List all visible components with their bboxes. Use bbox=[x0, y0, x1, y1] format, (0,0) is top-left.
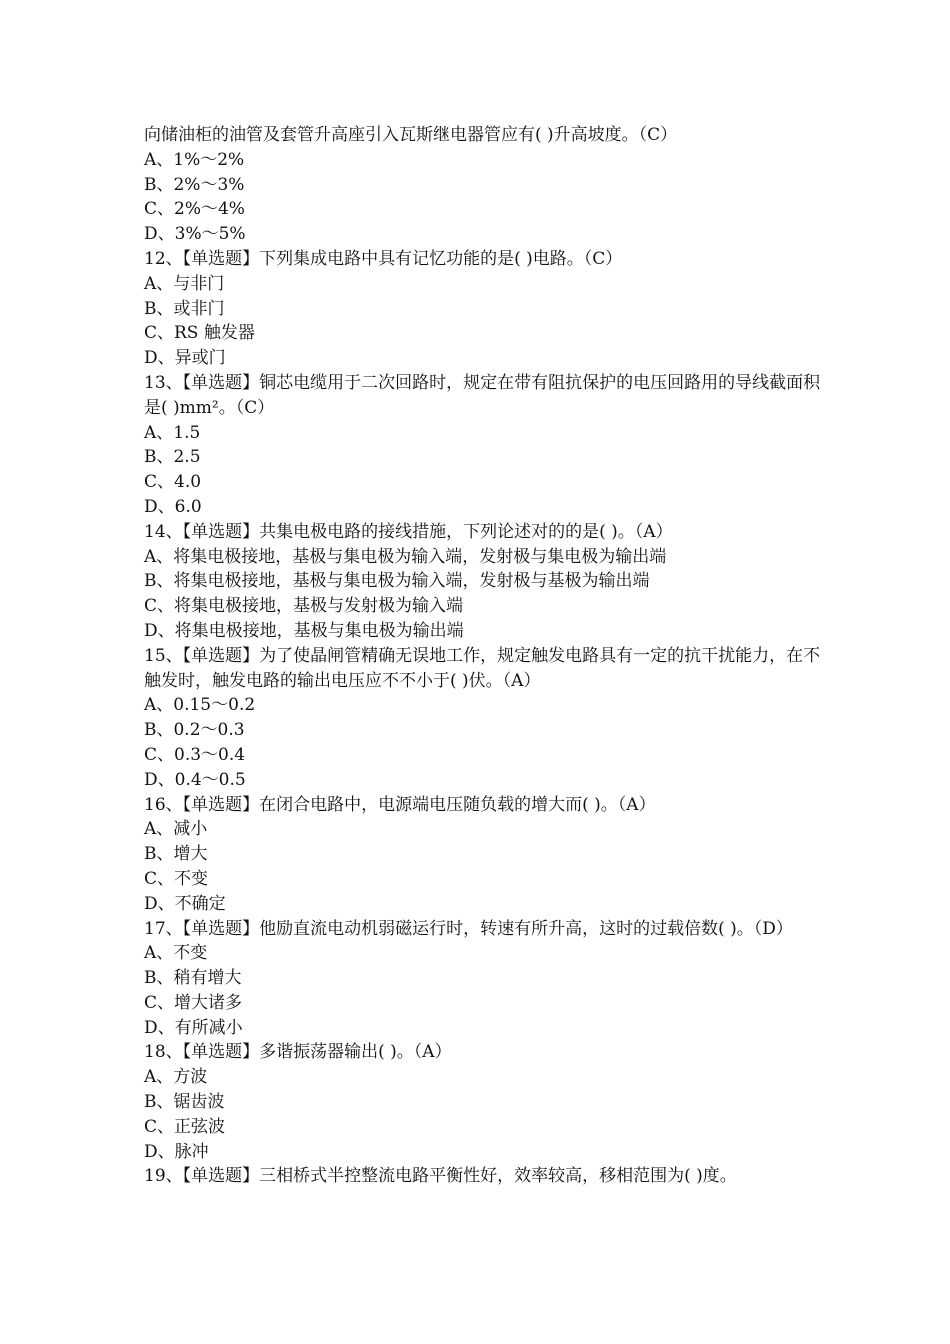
option-text: D、有所减小 bbox=[144, 1017, 243, 1038]
option-text: C、增大诸多 bbox=[144, 992, 243, 1013]
option-text: C、不变 bbox=[144, 868, 209, 889]
question-text: 16、【单选题】在闭合电路中，电源端电压随负载的增大而( )。（A） bbox=[144, 794, 656, 815]
option-text: D、3%～5% bbox=[144, 224, 246, 245]
question-text: 15、【单选题】为了使晶闸管精确无误地工作，规定触发电路具有一定的抗干扰能力，在不触发时，触发电路的输出电压应不不小于( )伏。（A） bbox=[144, 645, 821, 691]
question-text: 18、【单选题】多谐振荡器输出( )。（A） bbox=[144, 1042, 452, 1063]
option-text: A、1%～2% bbox=[144, 149, 245, 170]
option-text: C、正弦波 bbox=[144, 1116, 226, 1137]
option-text: B、锯齿波 bbox=[144, 1092, 225, 1113]
option-text: C、4.0 bbox=[144, 472, 202, 493]
option-text: D、不确定 bbox=[144, 893, 226, 914]
question-list bbox=[144, 123, 834, 1189]
question-text: 17、【单选题】他励直流电动机弱磁运行时，转速有所升高，这时的过载倍数( )。（D） bbox=[144, 918, 793, 939]
option-text: C、RS 触发器 bbox=[144, 323, 255, 344]
option-text: B、将集电极接地，基极与集电极为输入端，发射极与基极为输出端 bbox=[144, 571, 650, 592]
option-text: B、或非门 bbox=[144, 298, 225, 319]
option-text: A、0.15～0.2 bbox=[144, 695, 256, 716]
option-text: B、增大 bbox=[144, 844, 208, 865]
option-text: D、脉冲 bbox=[144, 1141, 209, 1162]
option-text: A、1.5 bbox=[144, 422, 201, 443]
option-text: C、将集电极接地，基极与发射极为输入端 bbox=[144, 596, 464, 617]
option-text: A、方波 bbox=[144, 1067, 208, 1088]
option-text: B、2%～3% bbox=[144, 174, 245, 195]
question-text: 13、【单选题】铜芯电缆用于二次回路时，规定在带有阻抗保护的电压回路用的导线截面积是( )mm²。（C） bbox=[144, 372, 821, 418]
question-text: 向储油柜的油管及套管升高座引入瓦斯继电器管应有( )升高坡度。（C） bbox=[144, 125, 678, 145]
option-text: C、0.3～0.4 bbox=[144, 744, 246, 765]
option-text: D、6.0 bbox=[144, 496, 202, 517]
option-text: C、2%～4% bbox=[144, 199, 245, 220]
question-text: 19、【单选题】三相桥式半控整流电路平衡性好，效率较高，移相范围为( )度。 bbox=[144, 1166, 737, 1187]
option-text: B、0.2～0.3 bbox=[144, 720, 245, 741]
option-text: D、将集电极接地，基极与集电极为输出端 bbox=[144, 620, 464, 641]
question-text: 14、【单选题】共集电极电路的接线措施，下列论述对的的是( )。（A） bbox=[144, 521, 673, 542]
option-text: B、2.5 bbox=[144, 447, 201, 468]
option-text: A、将集电极接地，基极与集电极为输入端，发射极与集电极为输出端 bbox=[144, 546, 667, 567]
option-text: A、减小 bbox=[144, 819, 208, 840]
option-text: B、稍有增大 bbox=[144, 968, 242, 989]
question-text: 12、【单选题】下列集成电路中具有记忆功能的是( )电路。（C） bbox=[144, 248, 623, 269]
option-text: D、异或门 bbox=[144, 348, 226, 369]
option-text: D、0.4～0.5 bbox=[144, 769, 246, 790]
option-text: A、与非门 bbox=[144, 273, 225, 294]
option-text: A、不变 bbox=[144, 943, 208, 964]
